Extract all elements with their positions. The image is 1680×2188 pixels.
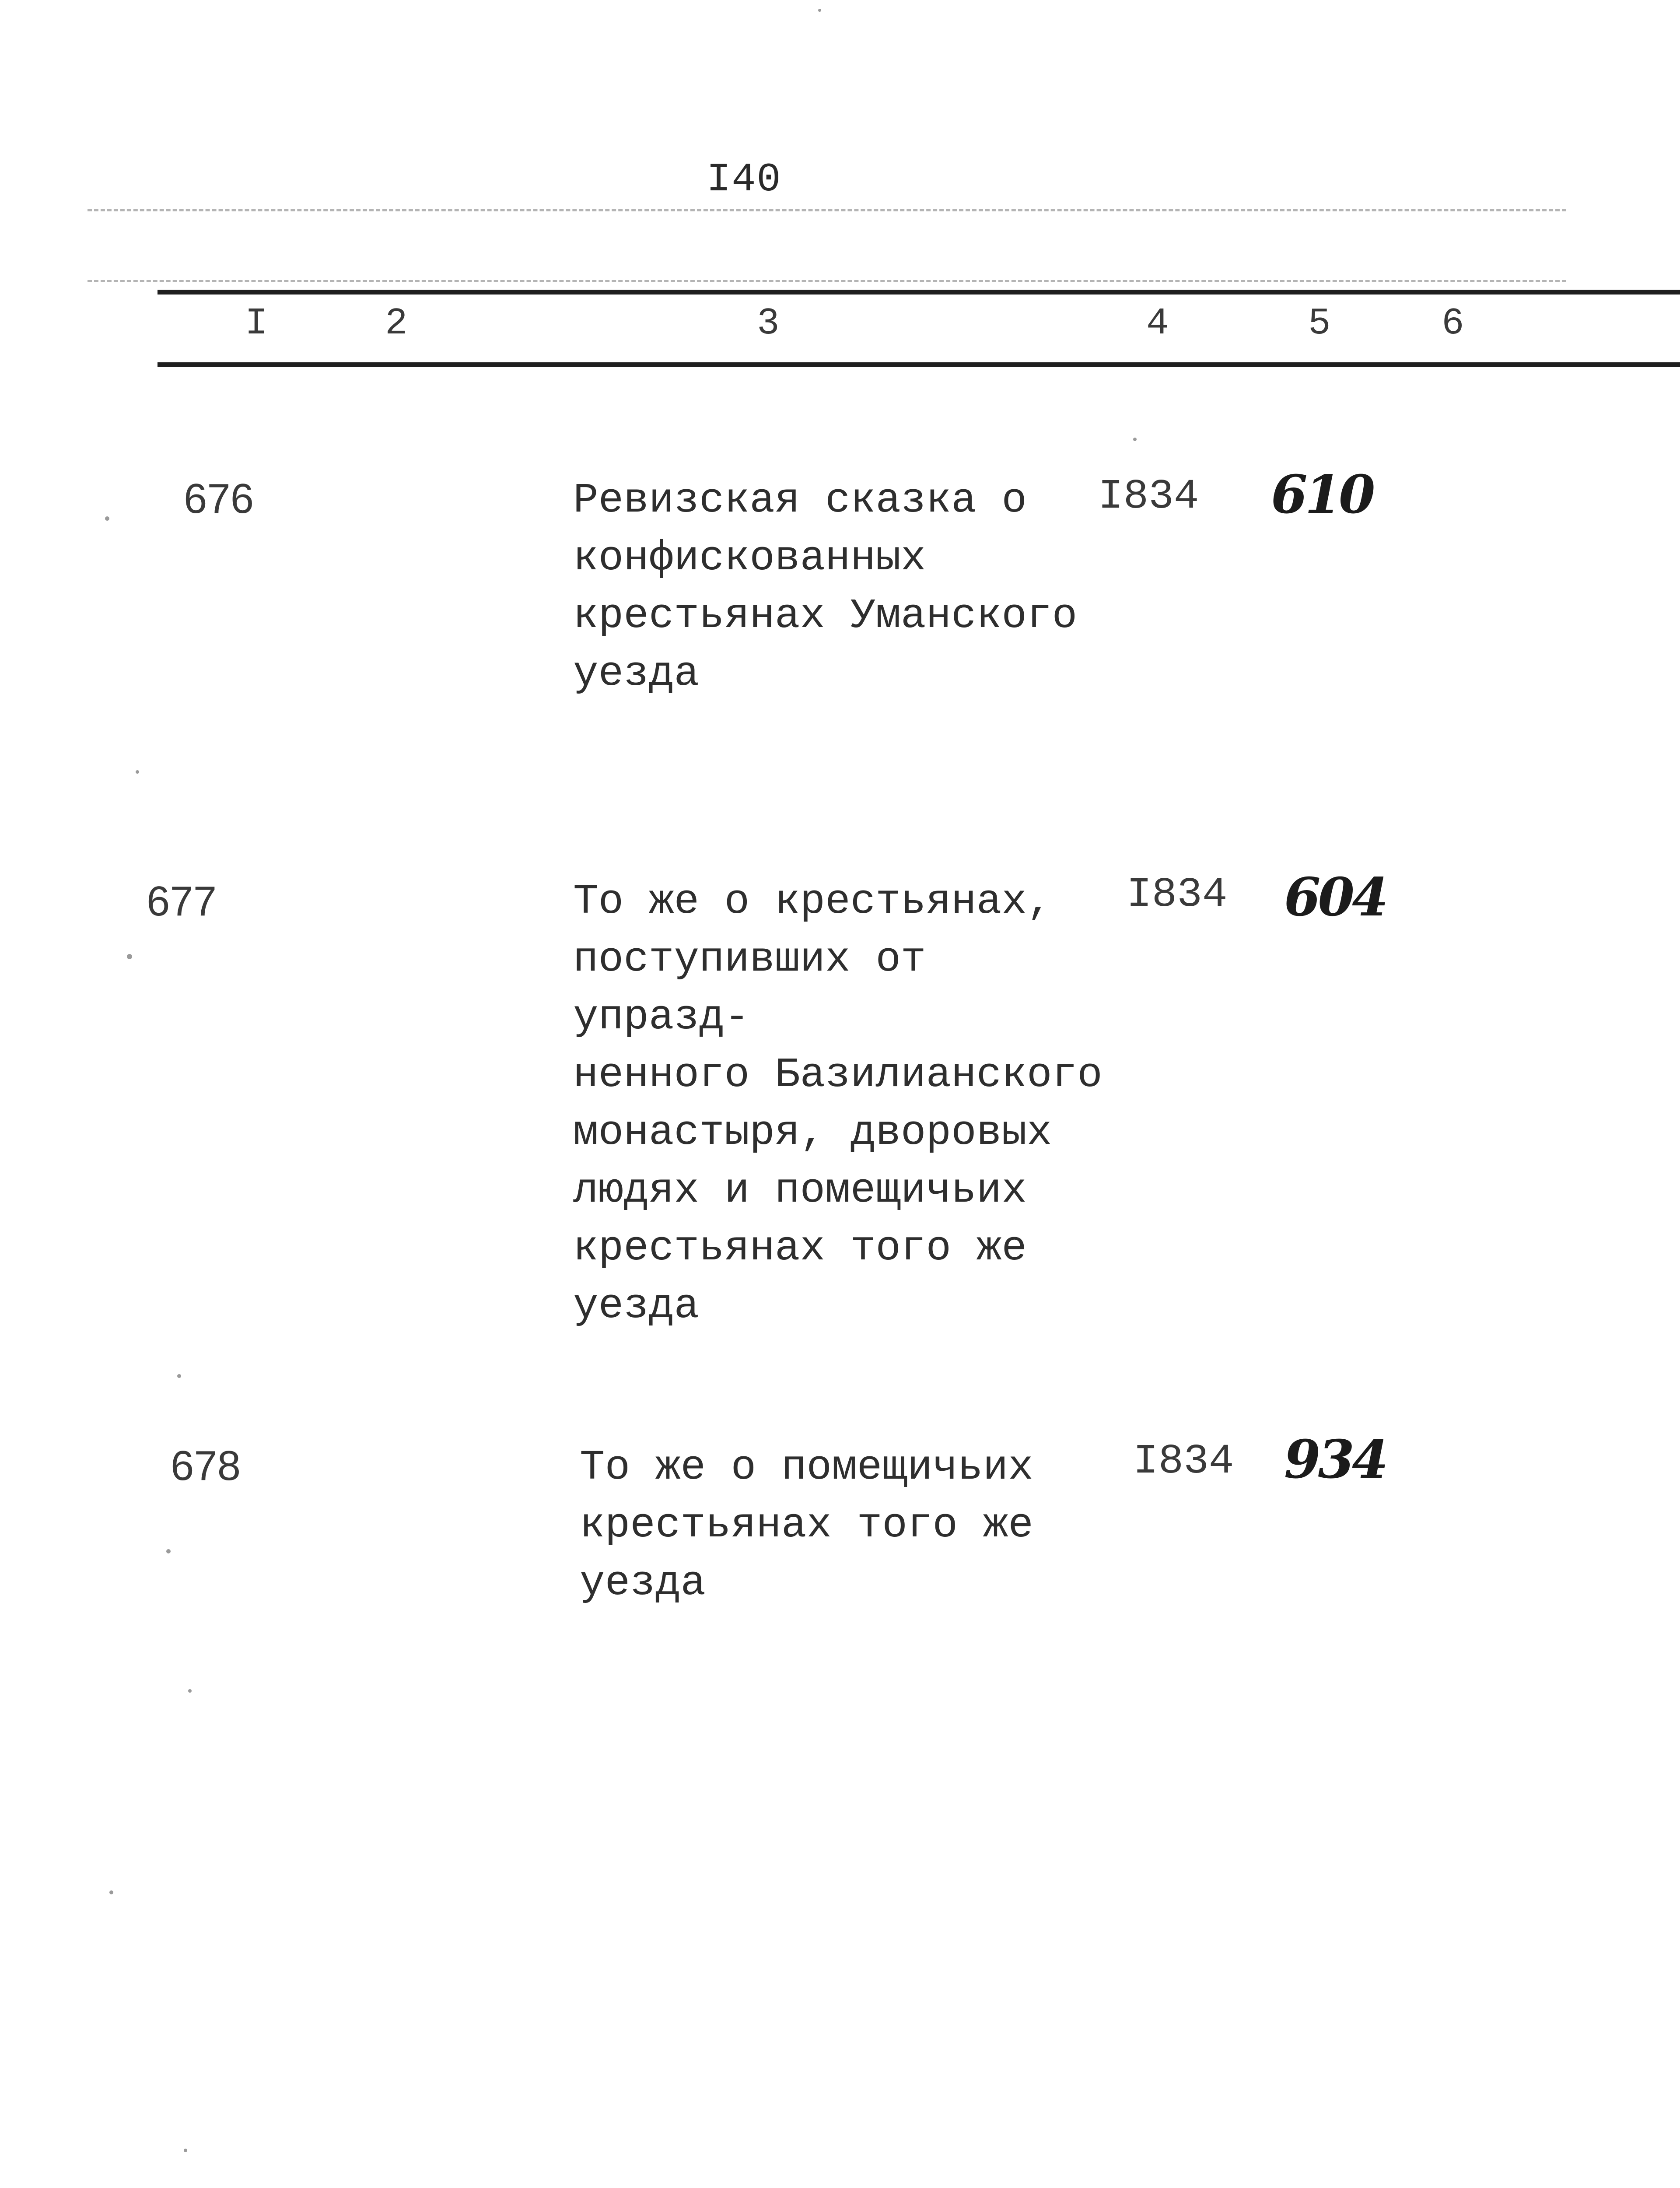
page-number: I40 (707, 157, 782, 203)
column-header-1: I (245, 302, 268, 345)
column-header-4: 4 (1146, 302, 1169, 345)
dashed-guide-line-top (88, 209, 1566, 211)
header-rule-top (158, 290, 1680, 295)
record-title: То же о крестьянах, поступивших от упразд- ненного Базилианского монастыря, дворовых людях и помещичьих крестьянах того же уезда (573, 878, 1102, 1330)
header-rule-bottom (158, 362, 1680, 367)
record-sheet-count: 610 (1271, 464, 1373, 526)
noise-speck (105, 516, 109, 521)
noise-speck (109, 1890, 113, 1894)
noise-speck (184, 2149, 187, 2152)
record-title: То же о помещичьих крестьянах того же уезда (580, 1444, 1033, 1607)
noise-speck (177, 1374, 181, 1378)
record-year: I834 (1098, 473, 1199, 520)
noise-speck (136, 770, 139, 774)
record-sheet-count: 604 (1284, 866, 1386, 928)
column-header-5: 5 (1308, 302, 1331, 345)
record-year: I834 (1133, 1438, 1234, 1485)
record-number: 678 (171, 1442, 241, 1489)
record-number: 676 (184, 475, 254, 522)
noise-speck (1133, 438, 1137, 441)
column-header-2: 2 (385, 302, 408, 345)
noise-speck (188, 1689, 192, 1693)
record-sheet-count: 934 (1284, 1429, 1386, 1490)
column-header-3: 3 (757, 302, 780, 345)
noise-speck (127, 954, 132, 959)
dashed-guide-line-bottom (88, 280, 1566, 282)
record-number: 677 (147, 878, 217, 925)
noise-speck (818, 9, 821, 12)
column-header-6: 6 (1442, 302, 1464, 345)
noise-speck (166, 1549, 171, 1553)
record-year: I834 (1127, 871, 1228, 919)
record-title: Ревизская сказка о конфискованных крестьянах Уманского уезда (573, 477, 1078, 698)
